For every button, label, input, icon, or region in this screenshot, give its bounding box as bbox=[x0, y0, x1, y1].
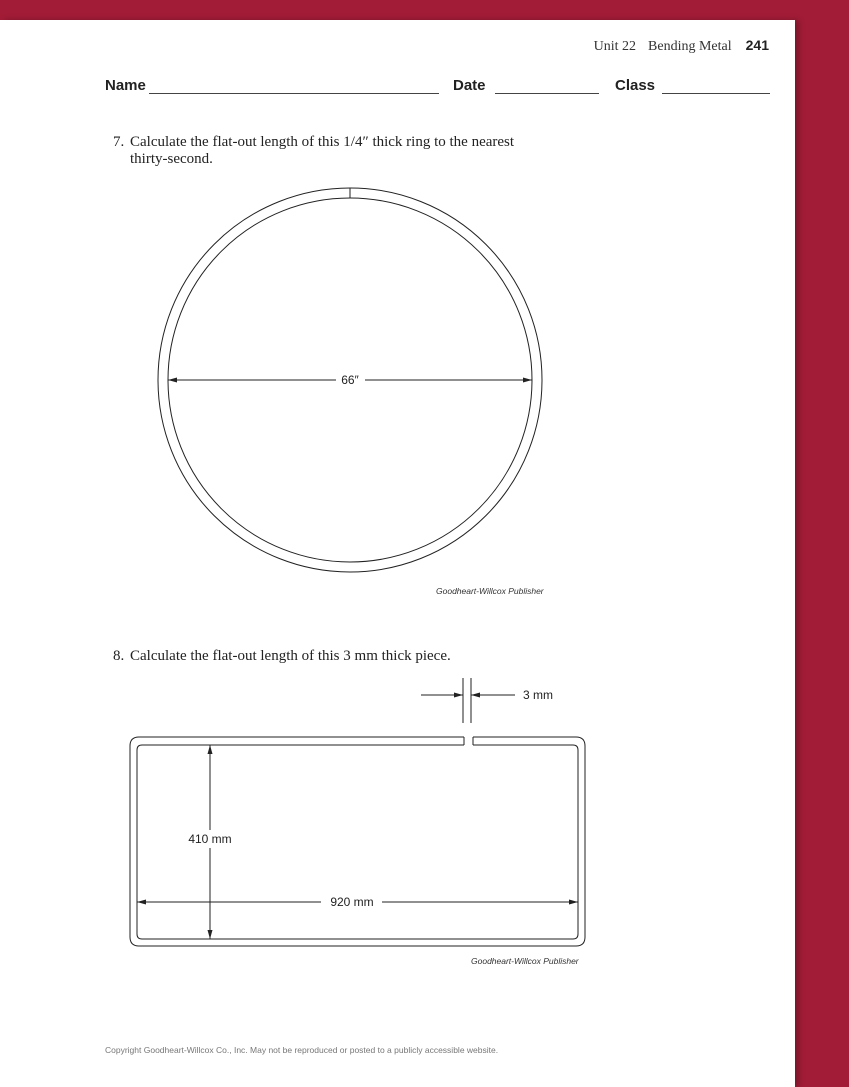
date-blank-line[interactable] bbox=[495, 93, 599, 94]
width-label: 920 mm bbox=[330, 895, 374, 909]
height-arrowhead-bottom bbox=[208, 930, 213, 939]
top-color-band bbox=[0, 0, 849, 20]
arrowhead-right bbox=[523, 378, 532, 383]
class-field[interactable] bbox=[615, 77, 655, 94]
thickness-arrowhead-right bbox=[471, 693, 480, 698]
width-arrowhead-left bbox=[137, 900, 146, 905]
thickness-arrowhead-left bbox=[454, 693, 463, 698]
question-text-line1: Calculate the flat-out length of this 1/4″ thick ring to the nearest bbox=[130, 134, 515, 150]
side-color-band bbox=[795, 0, 849, 1087]
question-8 bbox=[113, 648, 593, 666]
height-arrowhead-top bbox=[208, 745, 213, 754]
class-label: Class bbox=[615, 77, 656, 94]
question-number: 7. bbox=[113, 134, 125, 150]
class-blank-line[interactable] bbox=[662, 93, 770, 94]
name-field[interactable] bbox=[105, 77, 146, 94]
question-text-line1: Calculate the flat-out length of this 3 mm thick piece. bbox=[130, 648, 451, 664]
height-label: 410 mm bbox=[188, 832, 232, 846]
question-text-line2: thirty-second. bbox=[130, 151, 213, 167]
ring-figure bbox=[150, 180, 555, 585]
question-number: 8. bbox=[113, 648, 125, 664]
name-blank-line[interactable] bbox=[149, 93, 439, 94]
diameter-label: 66″ bbox=[341, 373, 359, 387]
date-field[interactable] bbox=[453, 77, 486, 94]
question-7 bbox=[113, 134, 593, 170]
arrowhead-left bbox=[168, 378, 177, 383]
figure-credit: Goodheart-Willcox Publisher bbox=[436, 586, 544, 596]
student-info-fields bbox=[105, 77, 770, 97]
thickness-label: 3 mm bbox=[523, 688, 553, 702]
chapter-title: Bending Metal bbox=[648, 39, 732, 54]
unit-label: Unit 22 bbox=[593, 39, 637, 54]
figure-credit: Goodheart-Willcox Publisher bbox=[471, 956, 579, 966]
name-label: Name bbox=[105, 77, 146, 94]
copyright-notice: Copyright Goodheart-Willcox Co., Inc. May not be reproduced or posted to a publicly accessible website. bbox=[105, 1045, 499, 1055]
width-arrowhead-right bbox=[569, 900, 578, 905]
date-label: Date bbox=[453, 77, 486, 94]
running-header bbox=[594, 37, 769, 55]
channel-figure bbox=[125, 675, 595, 960]
page-number: 241 bbox=[745, 37, 769, 53]
